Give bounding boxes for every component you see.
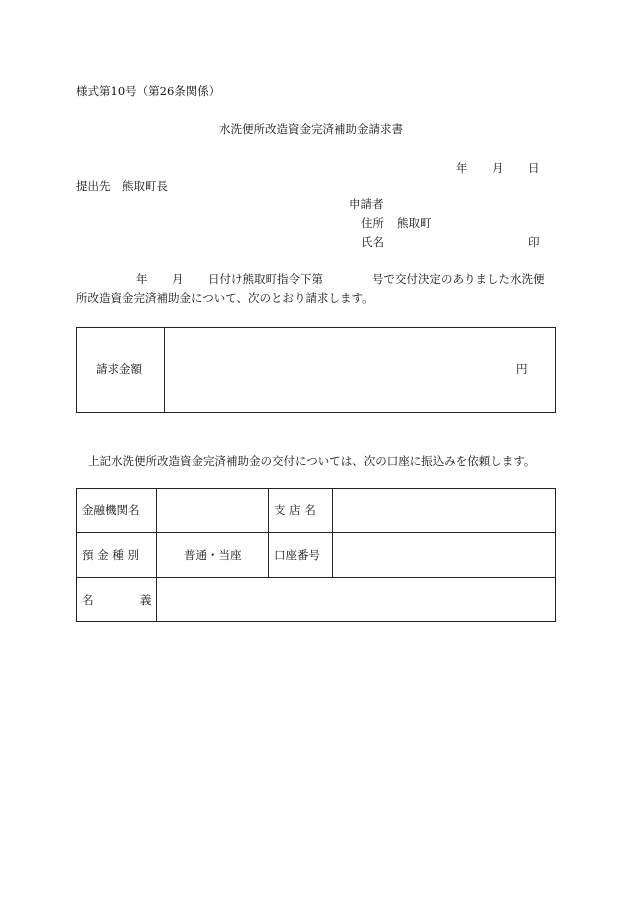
date-year-label: 年 — [456, 161, 468, 175]
form-number: 様式第10号（第26条関係） — [76, 84, 221, 98]
body-year-label: 年 — [136, 272, 148, 286]
bank-table-mid-divider — [268, 488, 269, 577]
bank-table-label-divider — [156, 488, 157, 622]
deposit-type-value: 普通・当座 — [184, 548, 242, 562]
bank-table-right-divider — [332, 488, 333, 577]
amount-table — [76, 327, 556, 413]
date-day-label: 日 — [528, 161, 540, 175]
body-text-line2: 所改造資金完済補助金について、次のとおり請求します。 — [76, 291, 374, 305]
address-label: 住所 — [361, 216, 384, 230]
holder-label-2: 義 — [140, 593, 152, 607]
account-number-label: 口座番号 — [274, 548, 320, 562]
name-label: 氏名 — [361, 235, 384, 249]
holder-label-1: 名 — [82, 593, 94, 607]
bank-table-row-divider-1 — [76, 532, 556, 533]
seal-mark: 印 — [528, 235, 540, 249]
recipient: 提出先 熊取町長 — [76, 179, 168, 193]
address-value: 熊取町 — [397, 216, 432, 230]
body-month-label: 月 — [172, 272, 184, 286]
date-month-label: 月 — [492, 161, 504, 175]
amount-label: 請求金額 — [96, 362, 142, 376]
deposit-type-label: 預 金 種 別 — [82, 548, 139, 562]
number-suffix-text: 号で交付決定のありました水洗便 — [372, 272, 545, 286]
decision-reference: 日付け熊取町指令下第 — [208, 272, 323, 286]
amount-table-divider — [164, 327, 165, 413]
amount-unit: 円 — [516, 362, 528, 376]
transfer-request-text: 上記水洗便所改造資金完済補助金の交付については、次の口座に振込みを依頼します。 — [88, 454, 536, 468]
branch-label: 支 店 名 — [274, 503, 316, 517]
bank-table-row-divider-2 — [76, 577, 556, 578]
document-title: 水洗便所改造資金完済補助金請求書 — [219, 122, 403, 136]
institution-label: 金融機関名 — [82, 503, 140, 517]
applicant-label: 申請者 — [349, 197, 384, 211]
